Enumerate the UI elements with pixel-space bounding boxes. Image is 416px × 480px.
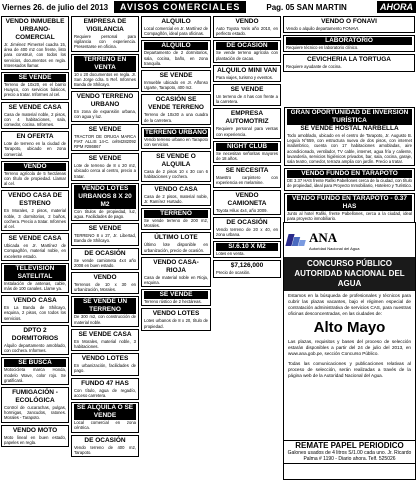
section-title: AVISOS COMERCIALES xyxy=(114,1,246,13)
ana-title: CONCURSO PÚBLICO AUTORIDAD NACIONAL DEL AGUA xyxy=(284,257,415,291)
ad-title: ALQUILO xyxy=(161,18,191,25)
classified-ad xyxy=(1,102,69,130)
classified-ad xyxy=(141,94,211,124)
ad-body: Se vende terreno agrícola con plantación de cacao. xyxy=(216,50,278,61)
classified-ad xyxy=(213,241,281,258)
ad-body: Inmueble ubicado en Jr. Alfonso Ugarte, Tarapoto, 400 m2. xyxy=(144,80,208,91)
ad-body: Terreno de 10x20, en el barrio Huayco, con servicios básicos, precio a tratar. Informes al cel. xyxy=(4,82,66,98)
classified-ad xyxy=(141,40,211,68)
ad-body: Un terreno de 4 has con frente a la carretera. xyxy=(216,94,278,105)
ad-title: SE VENDE O ALQUILA xyxy=(156,153,196,169)
ad-body: Precio de ocasión. xyxy=(216,270,251,276)
ad-title: SE NECESITA xyxy=(225,167,269,175)
page-number: Pag. 05 SAN MARTIN xyxy=(266,2,347,12)
classified-ad xyxy=(1,425,69,447)
ad-body: Vendo o alquilo departamento FONAVI. xyxy=(286,26,360,31)
ad-title: SE VENDE xyxy=(88,225,122,233)
ad-body: Requiere personal para vigilancia con experiencia. Presentarse en oficina. xyxy=(74,34,136,50)
ad-body: Último lote disponible en urbanización, precio de ocasión. xyxy=(144,242,208,253)
ana-paragraph-1: Estamos en la búsqueda de profesionales y técnicos para cubrir las plazas vacantes, bajo el régimen especial de contratación administrativa de servicios CAS, para nuestras oficinas desconcentradas, en las ciudades de: xyxy=(288,293,411,316)
classified-ad xyxy=(1,263,69,293)
ad-body: 10 x 20 documentos en regla. Jr. San Jorge cdra. 5 Ref. Informes Banda de Shilcayo. xyxy=(74,71,136,88)
ad-body: Requiere técnico en laboratorio clínico. xyxy=(286,45,359,51)
ad-title: VENDO xyxy=(235,18,259,25)
ad-body: Vendo terreno urbano en Tarapoto con servicios. xyxy=(144,136,208,148)
classified-ad xyxy=(71,223,139,245)
remate-body: Galones usados de 4 litros S/1.00 cada uno. Jr. Ricardo Palma # 1190 - Diario ahora. Telf. 525026 xyxy=(287,450,412,462)
ad-body: Casa de material noble en Rioja, esquina. xyxy=(144,274,208,286)
ad-body: Motocicleta marca Honda, modelo Wave, color rojo. Se gratificará. xyxy=(4,367,66,383)
classified-ad xyxy=(1,190,69,231)
ad-title: VENDO LOTES xyxy=(81,355,129,363)
classified-ad xyxy=(1,72,69,100)
classified-ad xyxy=(71,153,139,181)
classified-ad xyxy=(283,35,415,52)
ad-title: SE VENDE xyxy=(88,125,122,133)
classified-ad xyxy=(1,295,69,323)
ad-title: ALQUILO MINI VAN xyxy=(217,66,277,74)
ad-title: SE VENDE xyxy=(4,74,66,82)
classified-ad xyxy=(213,16,281,38)
ad-body: Terrenos de 10 x 30 en urbanización, Morales. xyxy=(74,282,136,293)
banner-hostal-body: Todo amoblado, ubicado en el centro de Tarapoto, Jr. Augusto B. Leguía N°659, con estructura nueva de dos pisos, con internet inalámbrico, cuenta con 17 habitaciones amobladas, aire acondicionado, ventilador, TV cable, internet, agua fría y caliente, lavandería, servicios higiénicos privados, bar, sala, cocina, garaje, sala teatro, comedor, terraza amplia con jardín. Precio a tratar. xyxy=(287,133,412,165)
classified-ad xyxy=(71,248,139,270)
ad-body: TERRENO 8 x 27, Jr. Libertad, Banda de Shilcayo. xyxy=(74,233,136,244)
banner-hostal xyxy=(283,106,416,225)
header-bar xyxy=(0,0,416,14)
column-1 xyxy=(0,15,70,449)
banner-fundo2-title: VENDO FUNDO EN TARAPOTO - 0.37 HAS xyxy=(287,195,412,211)
classified-ad xyxy=(213,108,281,138)
ad-title: SE VENDE xyxy=(159,72,193,80)
classified-ad xyxy=(71,378,139,400)
classified-ad xyxy=(141,208,211,230)
classified-ad xyxy=(213,165,281,187)
classified-ad xyxy=(71,296,139,326)
ad-body: Instalación de antenas, cable, más de 100 canales. Llame ya. xyxy=(4,280,66,292)
classified-ad xyxy=(71,54,139,90)
ad-title: SE VENDE CASA xyxy=(8,235,62,243)
classified-ad xyxy=(141,127,211,149)
classified-ad xyxy=(71,435,139,457)
ad-title: LABORATORIO xyxy=(286,37,412,45)
ad-body: Control de cucarachas, pulgas, hormigas, zancudos, ratones. Morales - Tarapoto. xyxy=(4,404,66,421)
classified-ad xyxy=(213,141,281,163)
classified-ad xyxy=(213,260,281,277)
ad-body: Con títulos de propiedad, luz, agua. Facilidades de pago. xyxy=(74,208,136,220)
ad-body: Terreno agrícola de 5 hectáreas con título de propiedad. Llamar al cel. xyxy=(4,170,66,187)
newspaper-logo: AHORA xyxy=(377,1,416,13)
ad-body: De 300 m2, con construcción de material noble. xyxy=(74,314,136,325)
banner-fundo-body: DE 3.37 HAS frente Rafiki Pabellones cerca de la ciudad, con título de propiedad, ideal para Proyecto Inmobiliario, Hotelero y Turístico. xyxy=(287,178,412,189)
ad-title: VENDO CASA DE ESTRENO xyxy=(8,192,62,208)
classified-ad xyxy=(213,65,281,82)
ad-body: Se necesitan señoritas mayores de 18 años. xyxy=(216,150,278,162)
ad-body: Terreno rústico de 2 hectáreas. xyxy=(144,299,202,305)
ad-body: Lotes en venta. xyxy=(216,251,245,257)
ad-title: VENDO LOTES xyxy=(152,310,200,318)
ad-title: VENDO INMUEBLE URBANO-COMERCIAL xyxy=(5,18,65,41)
classified-ad xyxy=(141,257,211,287)
ad-body: Ubicada en Jr. Martínez de Compagñón, material noble, en excelente estado. xyxy=(4,243,66,259)
ad-title: EMPRESA AUTOMOTRIZ xyxy=(225,110,269,126)
ana-water-icon xyxy=(287,232,305,248)
ad-title: VENDO CASA xyxy=(13,297,57,305)
ad-body: Toyota Hilux 4x4, año 2009. xyxy=(216,207,268,213)
ad-title: NIGHT CLUB xyxy=(216,143,278,151)
ad-title: VENDO CAMIONETA xyxy=(227,191,267,207)
ad-title: S/.6.10 X M2 xyxy=(216,243,278,251)
column-2 xyxy=(70,15,140,459)
ad-body: Vendo terreno de 20 x 40, en zona urbana. xyxy=(216,226,278,238)
classified-ad xyxy=(141,184,211,206)
ad-title: VENDO CASA xyxy=(154,185,198,193)
column-5 xyxy=(282,15,416,105)
ad-title: VENDO LOTES URBANOS 8 X 20 M2 xyxy=(74,185,136,209)
ad-body: Alquilo departamento amoblado, con cochera. Informes. xyxy=(4,342,66,354)
ad-body: En La Banda de Shilcayo, esquina, 2 pisos, con todos los servicios. xyxy=(4,305,66,321)
ad-title: VENDO O FONAVI xyxy=(321,18,377,25)
ad-title: VENDO xyxy=(4,163,66,171)
ad-title: DE OCASIÓN xyxy=(216,42,278,50)
ad-title: $7,126,000 xyxy=(230,262,264,270)
ana-city: Alto Mayo xyxy=(313,319,386,336)
ad-title: TERRENO EN VENTA xyxy=(74,56,136,72)
classified-ad xyxy=(141,308,211,330)
ad-title: TELEVISIÓN SATELITAL xyxy=(4,265,66,281)
ad-body: Moto lineal en buen estado, papeles en regla. xyxy=(4,434,66,445)
ad-title: ALQUILO xyxy=(144,42,208,50)
ad-title: DE OCASIÓN xyxy=(84,249,126,257)
issue-date: Viernes 26. de julio del 2013 xyxy=(2,2,109,12)
classified-ad xyxy=(1,131,69,159)
classified-ad xyxy=(71,183,139,221)
classified-ad xyxy=(1,233,69,261)
ad-title: DE OCASIÓN xyxy=(226,218,268,226)
ad-title: ÚLTIMO LOTE xyxy=(154,234,198,242)
banner-fundo-title: VENDO FUNDO EN TARAPOTO xyxy=(287,170,412,178)
ad-body: En Morales, 2 pisos, material noble, 3 dormitorios, 2 baños, cochera. Precio a tratar. Informes al cel. xyxy=(4,208,66,230)
ad-body: Auto Toyota Yaris año 2010, en perfecto estado. xyxy=(216,26,278,37)
ad-body: Departamento de 2 dormitorios, sala, cocina, baño, en zona tranquila. xyxy=(144,50,208,66)
classified-ad xyxy=(1,325,69,355)
ad-title: SE VENDE xyxy=(144,291,208,299)
classified-ad xyxy=(1,357,69,385)
ad-body: En Morales, material noble, 3 habitaciones. xyxy=(74,338,136,350)
classified-ad xyxy=(1,16,69,70)
ana-paragraph-3: Todas las comunicaciones y publicaciones relativas al proceso de selección, serán realizadas a través de la página web de la Autoridad Nacional del Agua. xyxy=(288,361,411,378)
classified-ad xyxy=(71,353,139,375)
banner-hostal-sub: SE VENDE HOSTAL NARBELLA xyxy=(300,125,399,132)
ad-title: FUMIGACIÓN - ECOLÓGICA xyxy=(12,388,58,404)
ad-body: Casa de 2 pisos 10 x 30 con 6 habitaciones y cochera. xyxy=(144,169,208,180)
ana-subtitle: Autoridad Nacional del Agua xyxy=(309,245,360,251)
ad-title: SE VENDE xyxy=(88,155,122,163)
classified-ad xyxy=(71,272,139,294)
ad-body: Se vende camioneta 4x4 año 2008 en buen estado. xyxy=(74,257,136,268)
ana-paragraph-2: Las plazas, requisitos y bases del proceso de selección estarán disponibles a partir del 24 de julio del 2013, en www.ana.gob.pe, sección Concurso Público. xyxy=(288,339,411,356)
ad-body: Lote de terreno de 8 x 20 m2, ubicado cerca al centro, precio a tratar. xyxy=(74,163,136,179)
ad-title: OCASIÓN SE VENDE TERRENO xyxy=(148,96,204,112)
ad-body: Con título, agua de regadío, acceso carretera. xyxy=(74,387,136,398)
classified-ad xyxy=(213,84,281,106)
ad-title: EN OFERTA xyxy=(16,133,54,141)
classified-ad xyxy=(71,402,139,432)
classified-ad xyxy=(283,54,415,71)
ad-body: Jr. Jiménez Pimentel cuadra 15, área de 400 m2 con frente, listo para construir, con todos los servicios, documentos en regla. Interesados llamar. xyxy=(4,42,66,68)
classified-ad xyxy=(141,289,211,306)
column-3 xyxy=(140,15,212,333)
classified-ad xyxy=(141,232,211,254)
ad-title: VENDO MOTO xyxy=(12,426,58,434)
classified-ad xyxy=(283,16,415,33)
ad-title: TERRENO xyxy=(144,210,208,218)
ad-title: SE VENDE CASA xyxy=(8,103,62,111)
ad-title: SE BUSCA xyxy=(4,359,66,367)
classified-ad xyxy=(141,16,211,38)
classified-ad xyxy=(71,91,139,121)
ad-body: Local comercial en Jr. Martínez de Compagñón, ideal para oficinas. xyxy=(144,26,208,37)
ad-body: Requiere personal para ventas con experiencia. xyxy=(216,126,278,137)
classified-ad xyxy=(213,190,281,215)
ad-title: SE VENDE CASA xyxy=(78,330,132,338)
ad-body: Local comercial en zona céntrica. xyxy=(74,420,136,431)
ad-body: Para viajes, turismo y eventos. xyxy=(216,74,274,80)
ad-title: EMPRESA DE VIGILANCIA xyxy=(83,18,127,33)
ana-name: ANA xyxy=(309,229,338,245)
ad-title: DE OCASIÓN xyxy=(84,436,126,444)
remate-title: REMATE PAPEL PERIODICO xyxy=(295,441,404,450)
classified-ad xyxy=(1,161,69,189)
ad-title: TERRENO URBANO xyxy=(144,128,208,136)
ad-body: Terreno de 10x30 a una cuadra de la carretera. xyxy=(144,112,208,123)
banner-hostal-title: GRAN OPORTUNIDAD DE INVERSIÓN TURÍSTICA xyxy=(287,109,412,125)
ad-body: Requiere ayudante de cocina. xyxy=(286,64,342,70)
ana-logo xyxy=(284,223,415,257)
classified-ad xyxy=(71,329,139,351)
classified-ad xyxy=(141,70,211,92)
ad-body: Casa de material noble, 2 pisos, con 4 habitaciones, sala, comedor, cocina. Informes. xyxy=(4,111,66,128)
ad-body: En urbanización, facilidades de pago. xyxy=(74,363,136,374)
classified-ad xyxy=(1,387,69,423)
ad-title: VENDO xyxy=(93,274,117,282)
ad-body: Maestro carpintero con experiencia en melamine. xyxy=(216,175,278,186)
classified-ad xyxy=(71,124,139,152)
ad-title: DPTO 2 DORMITORIOS xyxy=(11,326,59,342)
ad-body: Vendo terreno de 400 m2, Tarapoto. xyxy=(74,444,136,455)
ad-title: SE VENDE UN TERRENO xyxy=(74,298,136,314)
classified-ad xyxy=(71,16,139,52)
ad-body: TRACTOR DE ORUGA MARCA FIAT ALLIS 14-C. cel94282092 RPM #286867 xyxy=(74,133,136,150)
ad-body: Se vende terreno de 200 m2, Morales. xyxy=(144,218,208,229)
classified-ad xyxy=(213,217,281,239)
ad-title: CEVICHERIA LA TORTUGA xyxy=(307,56,391,64)
ad-title: VENDO CASA-RIOJA xyxy=(153,258,199,274)
ad-title: VENDO TERRENO URBANO xyxy=(76,93,134,109)
classified-ad xyxy=(141,151,211,181)
ad-title: FUNDO 47 HAS xyxy=(81,379,129,387)
ad-body: Lote de terreno en la ciudad de Tarapoto, ubicado en zona comercial. xyxy=(4,141,66,157)
column-4 xyxy=(212,15,282,280)
ad-body: En zona de expansión urbana, con agua y luz. xyxy=(74,109,136,120)
ad-title: SE VENDE xyxy=(230,86,264,94)
ad-title: SE ALQUILA O SE VENDE xyxy=(74,404,136,420)
classified-ad xyxy=(213,40,281,62)
banner-fundo2-body: Junto al hotel Rafiki, frente Pabellones, cerca a la ciudad, ideal para proyecto inmobiliario. xyxy=(287,210,412,221)
ad-body: Casa de 2 pisos, material noble, Jr. Ramírez Hurtado. xyxy=(144,193,208,204)
remate-ad xyxy=(283,440,416,464)
ad-body: Lotes urbanos de 8 x 20, título de propiedad. xyxy=(144,318,208,329)
